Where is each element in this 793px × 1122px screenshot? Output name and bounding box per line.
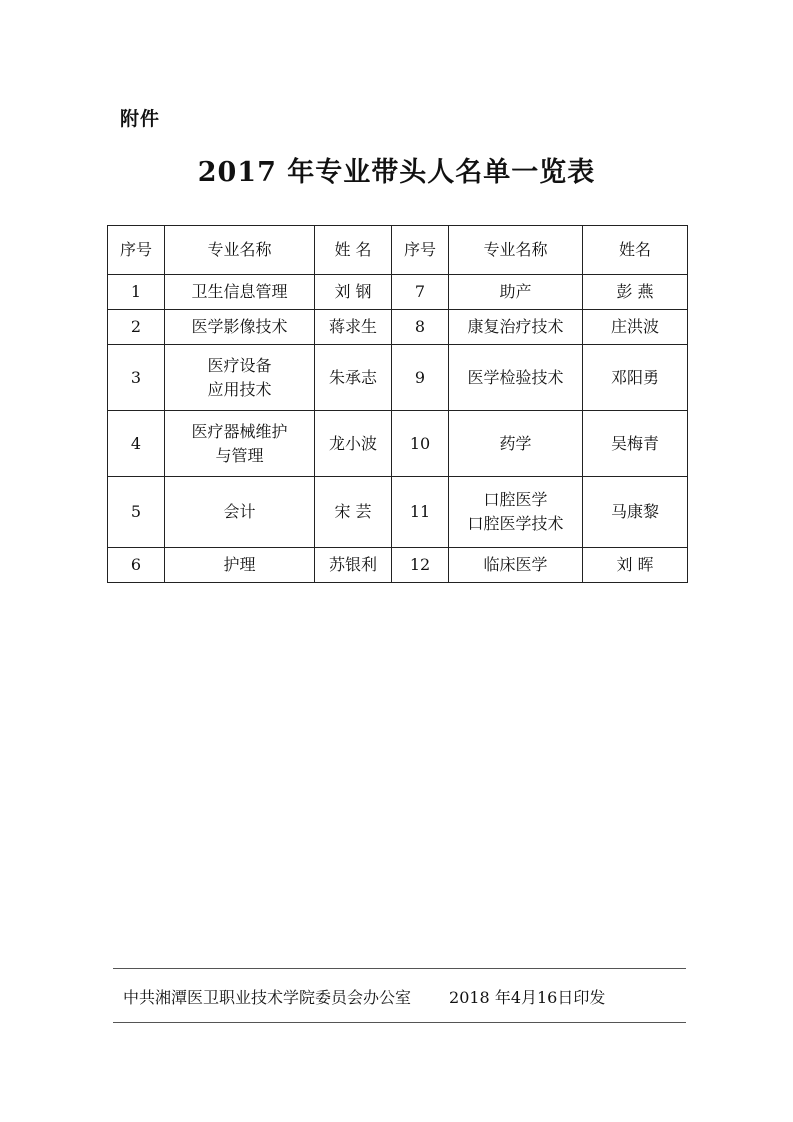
header-major-left: 专业名称 [165,226,315,275]
cell-serial-left: 5 [108,477,165,548]
table-row [108,275,688,310]
cell-name-left: 蒋求生 [315,310,392,345]
cell-serial-left: 1 [108,275,165,310]
footer-bottom-rule [113,1022,686,1023]
footer [123,985,605,1008]
table-row [108,310,688,345]
cell-serial-left: 2 [108,310,165,345]
table-body [108,275,688,583]
cell-major-left: 卫生信息管理 [165,275,315,310]
cell-serial-right: 11 [392,477,449,548]
document-title: 2017 年专业带头人名单一览表 [197,157,596,188]
cell-major-left: 医疗器械维护 与管理 [165,411,315,477]
cell-serial-right: 10 [392,411,449,477]
header-name-right: 姓名 [583,226,688,275]
table-row [108,411,688,477]
cell-name-right: 庄洪波 [583,310,688,345]
cell-serial-left: 6 [108,548,165,583]
header-name-left: 姓 名 [315,226,392,275]
cell-serial-right: 9 [392,345,449,411]
cell-major-left: 医学影像技术 [165,310,315,345]
cell-major-left: 医疗设备 应用技术 [165,345,315,411]
cell-major-right: 口腔医学 口腔医学技术 [449,477,583,548]
cell-serial-left: 3 [108,345,165,411]
cell-name-left: 龙小波 [315,411,392,477]
cell-major-right: 临床医学 [449,548,583,583]
cell-serial-right: 8 [392,310,449,345]
header-serial-left: 序号 [108,226,165,275]
cell-name-right: 刘 晖 [583,548,688,583]
footer-date: 2018 年4月16日印发 [449,988,606,1007]
header-major-right: 专业名称 [449,226,583,275]
cell-major-left: 护理 [165,548,315,583]
cell-name-right: 彭 燕 [583,275,688,310]
table-header-row [108,226,688,275]
cell-major-right: 医学检验技术 [449,345,583,411]
cell-serial-left: 4 [108,411,165,477]
cell-name-right: 吴梅青 [583,411,688,477]
cell-serial-right: 12 [392,548,449,583]
cell-name-right: 马康黎 [583,477,688,548]
cell-major-right: 药学 [449,411,583,477]
cell-serial-right: 7 [392,275,449,310]
attachment-label: 附件 [120,108,161,130]
table-row [108,345,688,411]
leaders-table [107,225,688,583]
footer-issuer: 中共湘潭医卫职业技术学院委员会办公室 [123,988,412,1007]
cell-major-right: 康复治疗技术 [449,310,583,345]
cell-name-left: 朱承志 [315,345,392,411]
footer-top-rule [113,968,686,969]
table-row [108,548,688,583]
header-serial-right: 序号 [392,226,449,275]
table-row [108,477,688,548]
cell-name-right: 邓阳勇 [583,345,688,411]
cell-name-left: 苏银利 [315,548,392,583]
cell-name-left: 刘 钢 [315,275,392,310]
cell-major-left: 会计 [165,477,315,548]
cell-name-left: 宋 芸 [315,477,392,548]
cell-major-right: 助产 [449,275,583,310]
